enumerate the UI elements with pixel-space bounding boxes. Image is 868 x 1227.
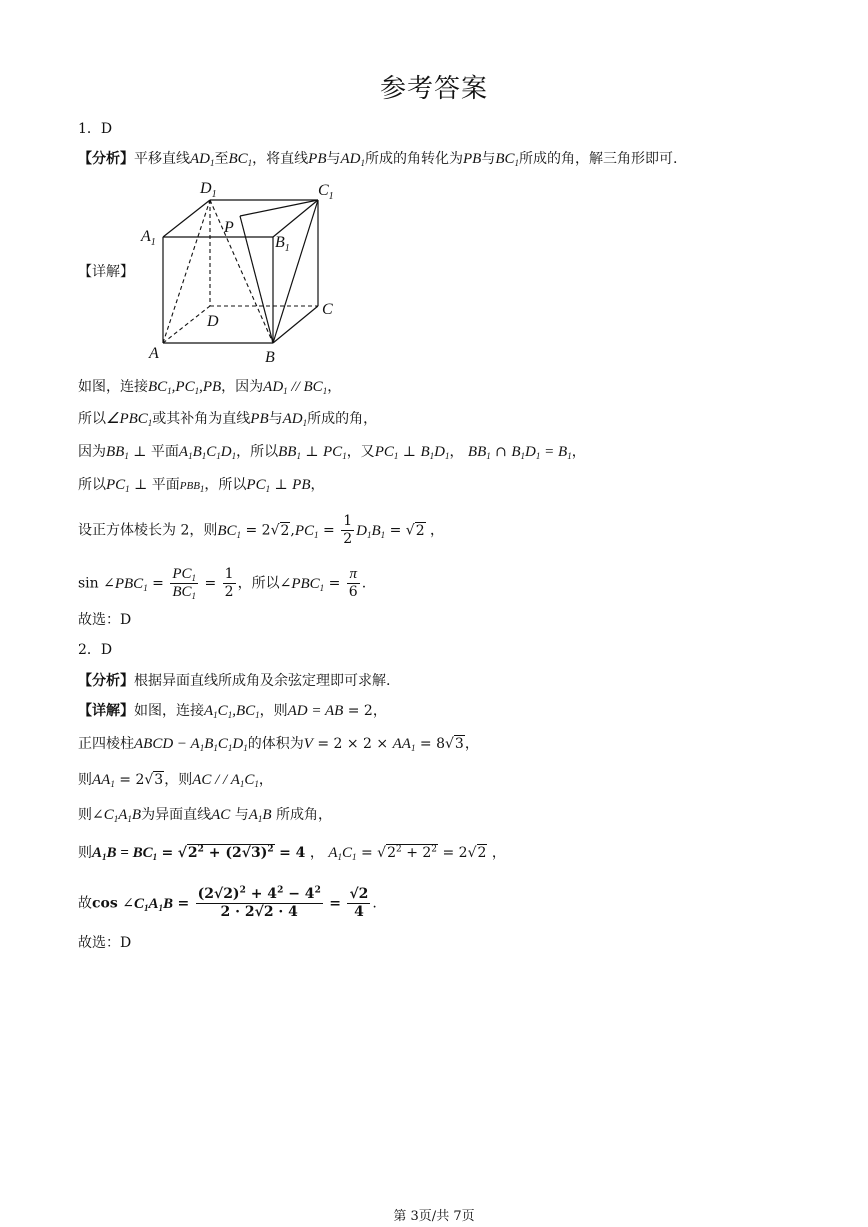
q1-line1: 如图，连接$BC_1,PC_1,PB$，因为$AD_1 // BC_1$， (78, 379, 342, 396)
label-b: B (265, 349, 275, 366)
label-c1: $C_1$ (318, 182, 334, 202)
q1-line3: 因为$BB_1$ ⊥ 平面$A_1B_1C_1D_1$，所以$BB_1$ ⊥ $PC_1$，又$PC_1$ ⊥ $B_1D_1$， $BB_1$ ∩ $B_1D_1 = B_1$， (78, 444, 586, 461)
q1-line5: 设正方体棱长为 2，则$BC_1 = 2√2,PC_1$ = $\frac{1}{2}$ $D_1B_1 = √2$ ， (78, 513, 445, 547)
q2-line2: 正四棱柱ABCD − $A_1B_1C_1D_1$的体积为$V = 2 \times 2 \times AA_1 = 8√3$， (78, 736, 479, 753)
q1-line4: 所以$PC_1$ ⊥ 平面$PBB_1$，所以$PC_1$ ⊥ PB， (78, 477, 325, 494)
page-footer: 第 3页/共 7页 (393, 1209, 475, 1224)
label-d: D (207, 313, 219, 330)
label-d1: $D_1$ (200, 180, 217, 200)
q2-final: 故选：D (78, 935, 132, 951)
q1-analysis: 【分析】平移直线$AD_1$至$BC_1$，将直线PB与$AD_1$所成的角转化为PB与$BC_1$所成的角，解三角形即可. (78, 151, 678, 168)
label-c: C (322, 301, 333, 318)
q1-answer: 1．D (78, 121, 113, 137)
label-a: A (149, 345, 159, 362)
q2-line6: 故$\cos \angle C_1A_1B$ = $\frac{(2√2)^2 + 4^2 - 4^2}{2 \cdot 2√2 \cdot 4}$ = $\frac{√2}{4}$ . (78, 885, 377, 920)
q2-answer: 2．D (78, 642, 113, 658)
q1-detail-tag: 【详解】 (78, 264, 134, 280)
q2-analysis: 【分析】根据异面直线所成角及余弦定理即可求解. (78, 673, 391, 689)
page-title: 参考答案 (379, 74, 488, 104)
q2-line1: 【详解】如图，连接$A_1C_1,BC_1$，则AD = AB = 2， (78, 703, 387, 720)
q1-line6: $\sin \angle PBC_1$ = $\frac{PC_1}{BC_1}$ = $\frac{1}{2}$ ，所以$\angle PBC_1$ = $\frac{\pi}{6}$ . (78, 566, 367, 601)
label-a1: $A_1$ (141, 228, 156, 248)
q1-final: 故选：D (78, 612, 132, 628)
q2-line3: 则$AA_1 = 2√3$，则AC / / $A_1C_1$， (78, 772, 273, 789)
label-p: P (224, 219, 234, 236)
q2-line5: 则$A_1B = BC_1 = √2^2 + (2√3)^2 = 4$ ， $A_1C_1 = √2^2 + 2^2 = 2√2$ ， (78, 844, 506, 862)
cube-figure (135, 175, 355, 370)
q1-line2: 所以$\angle PBC_1$或其补角为直线PB与$AD_1$所成的角， (78, 411, 378, 428)
q2-line4: 则$\angle C_1A_1B$为异面直线AC 与$A_1B$ 所成角， (78, 807, 333, 824)
label-b1: $B_1$ (275, 234, 290, 254)
